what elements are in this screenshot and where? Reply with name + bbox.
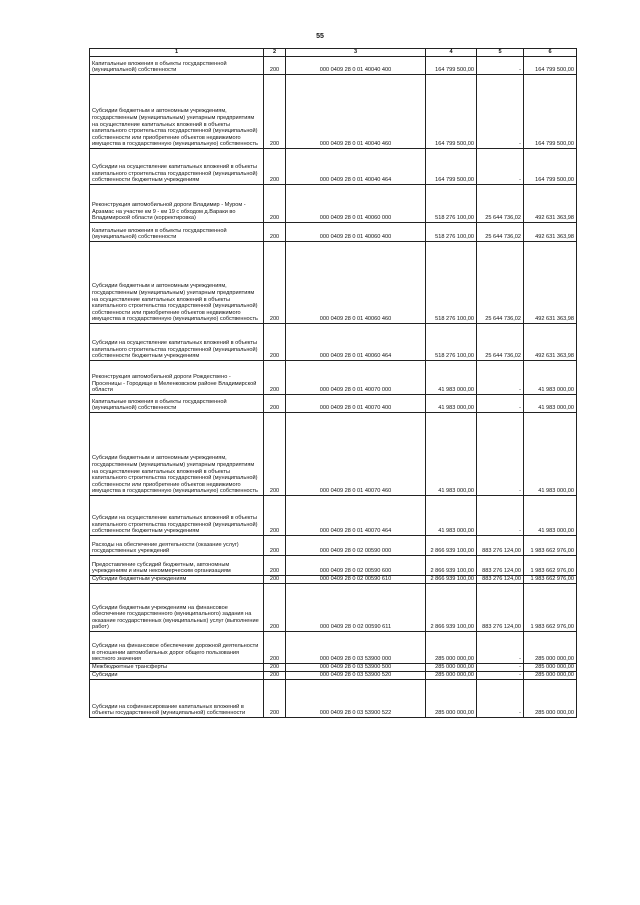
row-code: 200 — [264, 584, 286, 632]
row-kbk: 000 0409 28 0 01 40060 464 — [286, 324, 426, 361]
row-code: 200 — [264, 413, 286, 496]
row-kbk: 000 0409 28 0 01 40070 000 — [286, 361, 426, 395]
row-executed: - — [477, 149, 524, 185]
row-unexecuted: 41 983 000,00 — [524, 395, 577, 413]
row-plan: 41 983 000,00 — [426, 413, 477, 496]
table-row — [90, 413, 577, 496]
row-executed: 25 644 736,02 — [477, 223, 524, 242]
row-unexecuted: 164 799 500,00 — [524, 75, 577, 149]
row-executed: - — [477, 57, 524, 75]
row-code: 200 — [264, 361, 286, 395]
row-plan: 164 799 500,00 — [426, 75, 477, 149]
row-code: 200 — [264, 576, 286, 584]
row-kbk: 000 0409 28 0 01 40040 400 — [286, 57, 426, 75]
row-unexecuted: 492 631 363,98 — [524, 185, 577, 223]
row-kbk: 000 0409 28 0 01 40060 460 — [286, 242, 426, 324]
row-code: 200 — [264, 395, 286, 413]
row-name: Предоставление субсидий бюджетным, автономным учреждениям и иным некоммерческим организациям — [90, 556, 264, 576]
table-row — [90, 395, 577, 413]
row-kbk: 000 0409 28 0 02 00590 000 — [286, 536, 426, 556]
row-plan: 518 276 100,00 — [426, 223, 477, 242]
row-kbk: 000 0409 28 0 01 40040 464 — [286, 149, 426, 185]
row-unexecuted: 164 799 500,00 — [524, 57, 577, 75]
row-code: 200 — [264, 632, 286, 664]
column-number-row — [90, 49, 577, 57]
row-code: 200 — [264, 324, 286, 361]
row-executed: 25 644 736,02 — [477, 242, 524, 324]
table-row — [90, 672, 577, 680]
row-code: 200 — [264, 496, 286, 536]
table-row — [90, 576, 577, 584]
row-executed: 883 276 124,00 — [477, 576, 524, 584]
row-unexecuted: 285 000 000,00 — [524, 672, 577, 680]
row-plan: 285 000 000,00 — [426, 632, 477, 664]
row-plan: 41 983 000,00 — [426, 496, 477, 536]
row-kbk: 000 0409 28 0 03 53900 500 — [286, 664, 426, 672]
row-plan: 2 866 939 100,00 — [426, 536, 477, 556]
row-unexecuted: 1 983 662 976,00 — [524, 584, 577, 632]
row-name: Субсидии на осуществление капитальных вложений в объекты капитального строительства государственной (муниципальной) собственности бюджетным учреждениям — [90, 496, 264, 536]
col-header-6: 6 — [524, 49, 577, 57]
table-row — [90, 496, 577, 536]
col-header-4: 4 — [426, 49, 477, 57]
row-kbk: 000 0409 28 0 02 00590 610 — [286, 576, 426, 584]
row-name: Субсидии на осуществление капитальных вложений в объекты капитального строительства государственной (муниципальной) собственности бюджетным учреждениям — [90, 149, 264, 185]
table-row — [90, 680, 577, 718]
row-name: Субсидии на осуществление капитальных вложений в объекты капитального строительства государственной (муниципальной) собственности бюджетным учреждениям — [90, 324, 264, 361]
row-kbk: 000 0409 28 0 01 40040 460 — [286, 75, 426, 149]
row-code: 200 — [264, 536, 286, 556]
table-row — [90, 185, 577, 223]
table-row — [90, 584, 577, 632]
row-name: Капитальные вложения в объекты государственной (муниципальной) собственности — [90, 57, 264, 75]
row-unexecuted: 1 983 662 976,00 — [524, 576, 577, 584]
row-name: Субсидии бюджетным учреждениям на финансовое обеспечение государственного (муниципального) задания на оказание государственных (муниципальных) услуг (выполнение работ) — [90, 584, 264, 632]
row-executed: 25 644 736,02 — [477, 185, 524, 223]
row-kbk: 000 0409 28 0 02 00590 600 — [286, 556, 426, 576]
row-plan: 2 866 939 100,00 — [426, 556, 477, 576]
row-plan: 164 799 500,00 — [426, 57, 477, 75]
row-unexecuted: 164 799 500,00 — [524, 149, 577, 185]
row-plan: 285 000 000,00 — [426, 664, 477, 672]
row-code: 200 — [264, 242, 286, 324]
row-kbk: 000 0409 28 0 01 40070 464 — [286, 496, 426, 536]
row-kbk: 000 0409 28 0 03 53900 522 — [286, 680, 426, 718]
row-unexecuted: 492 631 363,98 — [524, 242, 577, 324]
table-row — [90, 361, 577, 395]
row-executed: - — [477, 672, 524, 680]
row-name: Субсидии на финансовое обеспечение дорожной деятельности в отношении автомобильных дорог общего пользования местного значения — [90, 632, 264, 664]
row-executed: 25 644 736,02 — [477, 324, 524, 361]
col-header-1: 1 — [90, 49, 264, 57]
row-plan: 518 276 100,00 — [426, 324, 477, 361]
table-row — [90, 536, 577, 556]
col-header-2: 2 — [264, 49, 286, 57]
col-header-5: 5 — [477, 49, 524, 57]
table-row — [90, 149, 577, 185]
row-unexecuted: 1 983 662 976,00 — [524, 556, 577, 576]
row-plan: 2 866 939 100,00 — [426, 576, 477, 584]
row-name: Капитальные вложения в объекты государственной (муниципальной) собственности — [90, 223, 264, 242]
row-code: 200 — [264, 57, 286, 75]
row-unexecuted: 285 000 000,00 — [524, 632, 577, 664]
row-plan: 518 276 100,00 — [426, 185, 477, 223]
row-executed: 883 276 124,00 — [477, 536, 524, 556]
row-plan: 518 276 100,00 — [426, 242, 477, 324]
row-unexecuted: 41 983 000,00 — [524, 413, 577, 496]
row-executed: - — [477, 395, 524, 413]
row-code: 200 — [264, 680, 286, 718]
row-kbk: 000 0409 28 0 03 53900 520 — [286, 672, 426, 680]
col-header-3: 3 — [286, 49, 426, 57]
row-kbk: 000 0409 28 0 01 40060 000 — [286, 185, 426, 223]
row-kbk: 000 0409 28 0 01 40060 400 — [286, 223, 426, 242]
row-unexecuted: 41 983 000,00 — [524, 361, 577, 395]
row-unexecuted: 41 983 000,00 — [524, 496, 577, 536]
row-name: Субсидии — [90, 672, 264, 680]
row-name: Субсидии бюджетным и автономным учреждениям, государственным (муниципальным) унитарным предприятиям на осуществление капитальных вложений в объекты капитального строительства государственной (муниципальной) собственности или приобретение объектов недвижимого имущества в государственную (муниципальную) собственность — [90, 75, 264, 149]
row-unexecuted: 492 631 363,98 — [524, 324, 577, 361]
row-name: Расходы на обеспечение деятельности (оказание услуг) государственных учреждений — [90, 536, 264, 556]
row-name: Капитальные вложения в объекты государственной (муниципальной) собственности — [90, 395, 264, 413]
row-name: Реконструкция автомобильной дороги Рождествено - Просеницы - Городище в Меленковском районе Владимирской области — [90, 361, 264, 395]
row-executed: - — [477, 632, 524, 664]
table-row — [90, 664, 577, 672]
row-plan: 164 799 500,00 — [426, 149, 477, 185]
row-name: Реконструкция автомобильной дороги Владимир - Муром - Арзамас на участке км 9 - км 19 с обходом д.Вараки во Владимирской области (корректировка) — [90, 185, 264, 223]
row-name: Субсидии на софинансирование капитальных вложений в объекты государственной (муниципальной) собственности — [90, 680, 264, 718]
row-unexecuted: 285 000 000,00 — [524, 680, 577, 718]
row-code: 200 — [264, 185, 286, 223]
row-code: 200 — [264, 556, 286, 576]
row-executed: - — [477, 496, 524, 536]
row-code: 200 — [264, 223, 286, 242]
budget-table — [89, 48, 577, 718]
row-plan: 2 866 939 100,00 — [426, 584, 477, 632]
row-executed: - — [477, 680, 524, 718]
row-executed: 883 276 124,00 — [477, 584, 524, 632]
row-name: Субсидии бюджетным и автономным учреждениям, государственным (муниципальным) унитарным предприятиям на осуществление капитальных вложений в объекты капитального строительства государственной (муниципальной) собственности или приобретение объектов недвижимого имущества в государственную (муниципальную) собственность — [90, 413, 264, 496]
row-executed: 883 276 124,00 — [477, 556, 524, 576]
row-plan: 41 983 000,00 — [426, 361, 477, 395]
row-code: 200 — [264, 75, 286, 149]
row-plan: 41 983 000,00 — [426, 395, 477, 413]
table-row — [90, 556, 577, 576]
row-kbk: 000 0409 28 0 03 53900 000 — [286, 632, 426, 664]
row-name: Субсидии бюджетным учреждениям — [90, 576, 264, 584]
row-executed: - — [477, 75, 524, 149]
row-executed: - — [477, 361, 524, 395]
row-name: Субсидии бюджетным и автономным учреждениям, государственным (муниципальным) унитарным предприятиям на осуществление капитальных вложений в объекты капитального строительства государственной (муниципальной) собственности или приобретение объектов недвижимого имущества в государственную (муниципальную) собственность — [90, 242, 264, 324]
row-name: Межбюджетные трансферты — [90, 664, 264, 672]
row-plan: 285 000 000,00 — [426, 672, 477, 680]
table-row — [90, 324, 577, 361]
row-unexecuted: 1 983 662 976,00 — [524, 536, 577, 556]
row-code: 200 — [264, 149, 286, 185]
table-row — [90, 57, 577, 75]
page-number: 55 — [316, 33, 324, 40]
row-executed: - — [477, 664, 524, 672]
row-kbk: 000 0409 28 0 01 40070 460 — [286, 413, 426, 496]
table-row — [90, 75, 577, 149]
row-unexecuted: 492 631 363,98 — [524, 223, 577, 242]
row-unexecuted: 285 000 000,00 — [524, 664, 577, 672]
row-executed: - — [477, 413, 524, 496]
row-code: 200 — [264, 672, 286, 680]
row-kbk: 000 0409 28 0 01 40070 400 — [286, 395, 426, 413]
table-row — [90, 223, 577, 242]
table-row — [90, 242, 577, 324]
row-code: 200 — [264, 664, 286, 672]
row-plan: 285 000 000,00 — [426, 680, 477, 718]
table-row — [90, 632, 577, 664]
row-kbk: 000 0409 28 0 02 00590 611 — [286, 584, 426, 632]
